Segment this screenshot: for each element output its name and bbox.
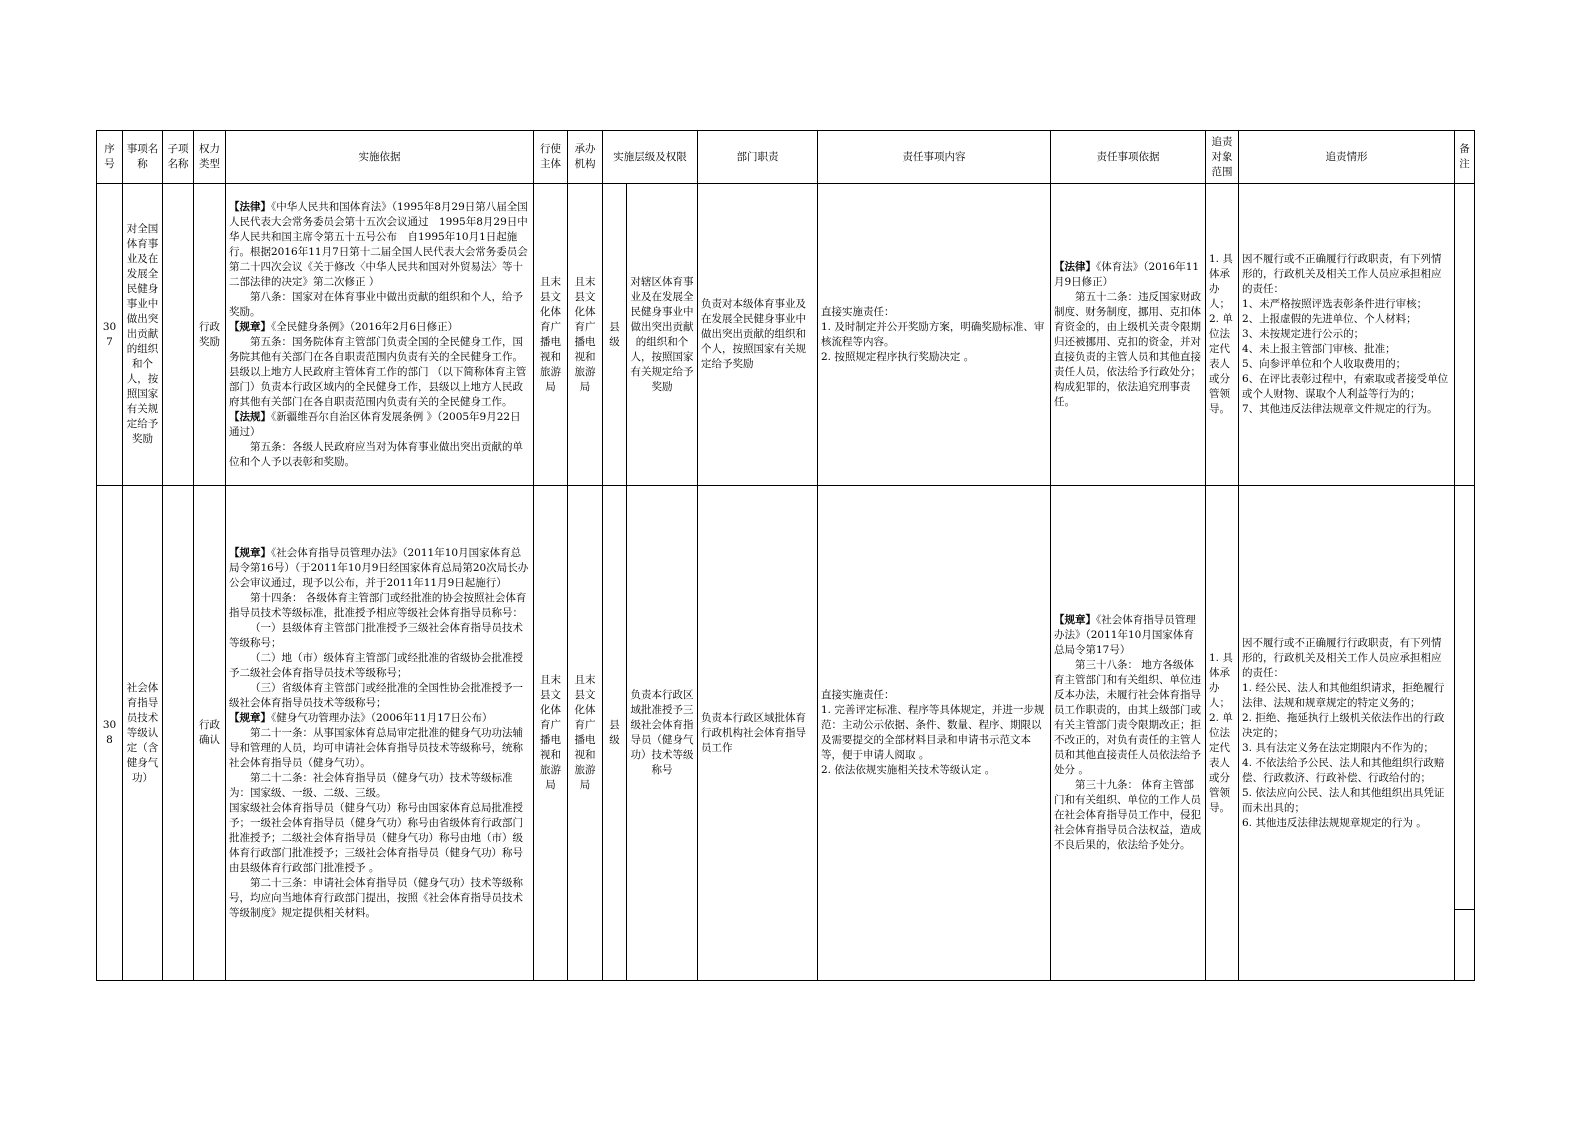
basis-paragraph (229, 440, 530, 470)
basis-paragraph (229, 200, 530, 290)
basis-tag: 【规章】 (229, 320, 271, 333)
header-seq: 序号 (97, 131, 123, 184)
row-power-type: 行政奖励 (194, 184, 226, 486)
header-notes: 备注 (1455, 131, 1475, 184)
basis-tag: 【规章】 (229, 546, 271, 559)
row-resp-basis (1051, 486, 1206, 981)
row-notes (1455, 184, 1475, 486)
row-level: 县级 (603, 184, 627, 486)
header-sub-item-name: 子项名称 (163, 131, 194, 184)
header-power-type: 权力类型 (194, 131, 226, 184)
header-basis: 实施依据 (226, 131, 534, 184)
basis-text: 第十四条： 各级体育主管部门或经批准的协会按照社会体育指导员技术等级标准，批准授予相应等级社会体育指导员称号： (229, 591, 527, 619)
header-agency: 承办机构 (568, 131, 603, 184)
basis-text: 国家级社会体育指导员（健身气功）称号由国家体育总局批准授予；一级社会体育指导员（健身气功）称号由省级体育行政部门批准授予；二级社会体育指导员（健身气功）称号由地（市）级体育行政部门批准授予；三级社会体育指导员（健身气功）称号由县级体育行政部门批准授予 。 (229, 801, 523, 874)
basis-paragraph (229, 876, 530, 921)
row-subject: 且末县文化体育广播电视和旅游局 (534, 184, 568, 486)
basis-text: 第五条：国务院体育主管部门负责全国的全民健身工作，国务院其他有关部门在各自职责范围内负责有关的全民健身工作。县级以上地方人民政府主管体育工作的部门 （以下简称体育主管部门）负责本行政区域内的全民健身工作，县级以上地方人民政府其他有关部门在各自职责范围内负责有关的全民健身工作。 (229, 335, 527, 408)
row-basis (226, 184, 534, 486)
row-resp-content: 直接实施责任： 1. 完善评定标准、程序等具体规定，并进一步规范：主动公示依据、条件、数量、程序、期限以及需要提交的全部材料目录和申请书示范文本等，便于申请人阅取 。 2. 依法依规实施相关技术等级认定 。 (818, 486, 1051, 981)
basis-tag: 【规章】 (1054, 614, 1096, 626)
basis-text: 第三十八条： 地方各级体育主管部门和有关组织、单位违反本办法，未履行社会体育指导员工作职责的，由其上级部门或有关主管部门责令限期改正；拒不改正的，对负有责任的主管人员和其他直接责任人员依法给予处分 。 (1054, 659, 1201, 776)
basis-text: 《健身气功管理办法》（2006年11月17日公布） (271, 711, 493, 724)
row-seq: 307 (97, 184, 123, 486)
row-sub-item-name (163, 184, 194, 486)
row-item-name: 对全国体育事业及在发展全民健身事业中做出突出贡献的组织和个人，按照国家有关规定给予奖励 (123, 184, 163, 486)
basis-text: 第八条：国家对在体育事业中做出贡献的组织和个人，给予奖励。 (229, 290, 523, 318)
basis-paragraph (229, 726, 530, 771)
row-level-scope: 负责本行政区域批准授予三级社会体育指导员（健身气功）技术等级称号 (627, 486, 698, 981)
basis-text: 《新疆维吾尔自治区体育发展条例 》（2005年9月22日通过） (229, 410, 521, 438)
basis-text: 第二十一条：从事国家体育总局审定批准的健身气功功法辅导和管理的人员，均可申请社会体育指导员技术等级称号，统称社会体育指导员（健身气功）。 (229, 726, 523, 769)
header-item-name: 事项名称 (123, 131, 163, 184)
row-accountable-scope: 1. 具体承办人； 2. 单位法定代表人或分管领导。 (1206, 184, 1239, 486)
basis-paragraph (1054, 290, 1202, 410)
row-subject: 且末县文化体育广播电视和旅游局 (534, 486, 568, 981)
row-notes (1455, 486, 1475, 981)
basis-text: 《社会体育指导员管理办法》（2011年10月国家体育总局令第17号） (1054, 614, 1196, 656)
row-level: 县级 (603, 486, 627, 981)
row-duty: 负责对本级体育事业及在发展全民健身事业中做出突出贡献的组织和个人，按照国家有关规定给予奖励 (698, 184, 818, 486)
basis-tag: 【规章】 (229, 711, 271, 724)
row-agency: 且末县文化体育广播电视和旅游局 (568, 184, 603, 486)
basis-tag: 【法律】 (1054, 260, 1096, 273)
header-accountable-scope: 追责对象范围 (1206, 131, 1239, 184)
basis-paragraph (229, 711, 530, 726)
basis-paragraph (1054, 260, 1202, 290)
row-resp-content: 直接实施责任： 1. 及时制定并公开奖励方案，明确奖励标准、审核流程等内容。 2. 按照规定程序执行奖励决定 。 (818, 184, 1051, 486)
basis-paragraph (229, 290, 530, 320)
row-accountable-scope: 1. 具体承办人； 2. 单位法定代表人或分管领导。 (1206, 486, 1239, 981)
basis-paragraph (229, 320, 530, 335)
header-subject: 行使主体 (534, 131, 568, 184)
header-duty: 部门职责 (698, 131, 818, 184)
header-resp-content: 责任事项内容 (818, 131, 1051, 184)
basis-text: （二）地（市）级体育主管部门或经批准的省级协会批准授予二级社会体育指导员技术等级称号； (229, 651, 523, 679)
basis-text: 第三十九条： 体育主管部门和有关组织、单位的工作人员在社会体育指导员工作中，侵犯社会体育指导员合法权益，造成不良后果的，依法给予处分。 (1054, 779, 1201, 851)
row-accountability: 因不履行或不正确履行行政职责，有下列情形的，行政机关及相关工作人员应承担相应的责任： 1. 经公民、法人和其他组织请求，拒绝履行法律、法规和规章规定的特定义务的； 2. 拒绝、拖延执行上级机关依法作出的行政决定的； 3. 具有法定义务在法定期限内不作为的； 4. 不依法给予公民、法人和其他组织行政赔偿、行政救济、行政补偿、行政给付的； 5. 依法应向公民、法人和其他组织出具凭证而未出具的； 6. 其他违反法律法规规章规定的行为 。 (1239, 486, 1455, 981)
basis-paragraph (229, 410, 530, 440)
row-level-scope: 对辖区体育事业及在发展全民健身事业中做出突出贡献的组织和个人，按照国家有关规定给予奖励 (627, 184, 698, 486)
row-resp-basis (1051, 184, 1206, 486)
basis-paragraph (229, 621, 530, 651)
basis-text: 第五十二条：违反国家财政制度、财务制度，挪用、克扣体育资金的，由上级机关责令限期归还被挪用、克扣的资金，并对直接负责的主管人员和其他直接责任人员，依法给予行政处分；构成犯罪的，依法追究刑事责任。 (1054, 290, 1201, 408)
row-agency: 且末县文化体育广播电视和旅游局 (568, 486, 603, 981)
basis-text: 《社会体育指导员管理办法》（2011年10月国家体育总局令第16号）（于2011年10月9日经国家体育总局第20次局长办公会审议通过，现予以公布，并于2011年11月9日起施行） (229, 546, 529, 589)
notes-divider (1455, 909, 1474, 910)
row-sub-item-name (163, 486, 194, 981)
basis-text: （一）县级体育主管部门批准授予三级社会体育指导员技术等级称号； (229, 621, 523, 649)
basis-paragraph (1054, 658, 1202, 778)
header-row (97, 131, 1475, 184)
table-row (97, 184, 1475, 486)
basis-text: 《全民健身条例》（2016年2月6日修正） (271, 320, 459, 333)
basis-paragraph (1054, 613, 1202, 658)
basis-text: 《中华人民共和国体育法》（1995年8月29日第八届全国人民代表大会常务委员会第十五次会议通过 1995年8月29日中华人民共和国主席令第五十五号公布 自1995年10月1日起施行。根据2016年11月7日第十二届全国人民代表大会常务委员会第二十四次会议《关于修改〈中华人民共和国对外贸易法〉等十二部法律的决定》第二次修正 ） (229, 200, 528, 288)
basis-text: 第二十二条：社会体育指导员（健身气功）技术等级标准为：国家级、一级、二级、三级。 (229, 771, 513, 799)
header-accountability: 追责情形 (1239, 131, 1455, 184)
basis-text: （三）省级体育主管部门或经批准的全国性协会批准授予一级社会体育指导员技术等级称号； (229, 681, 523, 709)
header-level: 实施层级及权限 (603, 131, 698, 184)
basis-paragraph (229, 771, 530, 801)
row-item-name: 社会体育指导员技术等级认定（含健身气功） (123, 486, 163, 981)
basis-tag: 【法规】 (229, 410, 271, 423)
row-power-type: 行政确认 (194, 486, 226, 981)
basis-text: 《体育法》（2016年11月9日修正） (1054, 260, 1200, 288)
header-resp-basis: 责任事项依据 (1051, 131, 1206, 184)
row-basis (226, 486, 534, 981)
table-row (97, 486, 1475, 981)
power-list-table (96, 130, 1475, 981)
row-seq: 308 (97, 486, 123, 981)
basis-text: 第二十三条：申请社会体育指导员（健身气功）技术等级称号，均应向当地体育行政部门提出，按照《社会体育指导员技术等级制度》规定提供相关材料。 (229, 876, 523, 919)
row-duty: 负责本行政区域批体育行政机构社会体育指导员工作 (698, 486, 818, 981)
basis-paragraph (1054, 778, 1202, 853)
basis-paragraph (229, 651, 530, 681)
basis-paragraph (229, 546, 530, 591)
basis-text: 第五条：各级人民政府应当对为体育事业做出突出贡献的单位和个人予以表彰和奖励。 (229, 440, 523, 468)
row-accountability: 因不履行或不正确履行行政职责，有下列情形的，行政机关及相关工作人员应承担相应的责任： 1、未严格按照评选表彰条件进行审核； 2、上报虚假的先进单位、个人材料； 3、未按规定进行公示的； 4、未上报主管部门审核、批准； 5、向参评单位和个人收取费用的； 6、在评比表彰过程中，有索取或者接受单位或个人财物、谋取个人利益等行为的； 7、其他违反法律法规章文件规定的行为。 (1239, 184, 1455, 486)
basis-paragraph (229, 801, 530, 876)
basis-paragraph (229, 591, 530, 621)
basis-paragraph (229, 335, 530, 410)
basis-paragraph (229, 681, 530, 711)
basis-tag: 【法律】 (229, 200, 271, 213)
